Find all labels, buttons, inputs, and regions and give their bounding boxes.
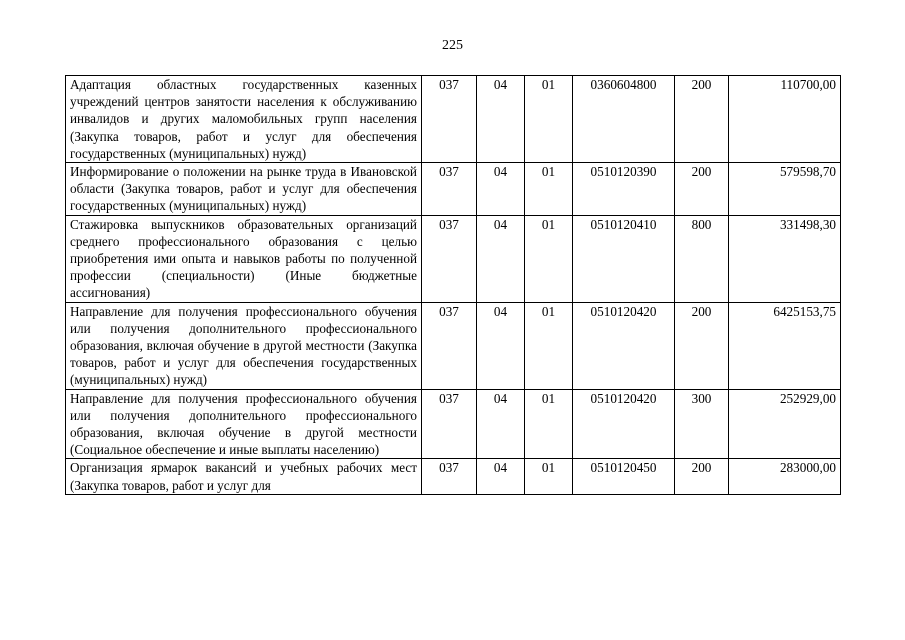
ministry-code: 037 — [422, 459, 477, 494]
amount: 110700,00 — [729, 76, 841, 163]
amount: 331498,30 — [729, 215, 841, 302]
subsection-code: 01 — [525, 163, 573, 216]
table-row — [66, 76, 841, 163]
target-article-code: 0510120450 — [573, 459, 675, 494]
section-code: 04 — [477, 215, 525, 302]
amount: 579598,70 — [729, 163, 841, 216]
table-row — [66, 163, 841, 216]
subsection-code: 01 — [525, 459, 573, 494]
expense-type-code: 200 — [675, 459, 729, 494]
amount: 6425153,75 — [729, 302, 841, 389]
ministry-code: 037 — [422, 163, 477, 216]
target-article-code: 0510120420 — [573, 389, 675, 459]
target-article-code: 0510120390 — [573, 163, 675, 216]
page-number: 225 — [442, 38, 463, 53]
amount: 252929,00 — [729, 389, 841, 459]
expense-type-code: 200 — [675, 302, 729, 389]
ministry-code: 037 — [422, 215, 477, 302]
table-row — [66, 459, 841, 494]
ministry-code: 037 — [422, 76, 477, 163]
subsection-code: 01 — [525, 302, 573, 389]
row-description: Направление для получения профессионального обучения или получения дополнительного профессионального образования, включая обучение в другой местности (Социальное обеспечение и иные выплаты населению) — [66, 389, 422, 459]
section-code: 04 — [477, 302, 525, 389]
subsection-code: 01 — [525, 76, 573, 163]
expense-type-code: 300 — [675, 389, 729, 459]
amount: 283000,00 — [729, 459, 841, 494]
row-description: Адаптация областных государственных казенных учреждений центров занятости населения к обслуживанию инвалидов и других маломобильных групп населения (Закупка товаров, работ и услуг для обеспечения государственных (муниципальных) нужд) — [66, 76, 422, 163]
target-article-code: 0360604800 — [573, 76, 675, 163]
row-description: Информирование о положении на рынке труда в Ивановской области (Закупка товаров, работ и услуг для обеспечения государственных (муниципальных) нужд) — [66, 163, 422, 216]
table-row — [66, 389, 841, 459]
expense-type-code: 800 — [675, 215, 729, 302]
ministry-code: 037 — [422, 302, 477, 389]
section-code: 04 — [477, 163, 525, 216]
expense-type-code: 200 — [675, 76, 729, 163]
ministry-code: 037 — [422, 389, 477, 459]
section-code: 04 — [477, 76, 525, 163]
subsection-code: 01 — [525, 389, 573, 459]
section-code: 04 — [477, 459, 525, 494]
budget-table — [65, 75, 841, 495]
table-row — [66, 302, 841, 389]
target-article-code: 0510120420 — [573, 302, 675, 389]
target-article-code: 0510120410 — [573, 215, 675, 302]
row-description: Организация ярмарок вакансий и учебных рабочих мест (Закупка товаров, работ и услуг для — [66, 459, 422, 494]
subsection-code: 01 — [525, 215, 573, 302]
section-code: 04 — [477, 389, 525, 459]
table-row — [66, 215, 841, 302]
row-description: Стажировка выпускников образовательных организаций среднего профессионального образования с целью приобретения ими опыта и навыков работы по полученной профессии (специальности) (Иные бюджетные ассигнования) — [66, 215, 422, 302]
expense-type-code: 200 — [675, 163, 729, 216]
row-description: Направление для получения профессионального обучения или получения дополнительного профессионального образования, включая обучение в другой местности (Закупка товаров, работ и услуг для обеспечения государственных (муниципальных) нужд) — [66, 302, 422, 389]
